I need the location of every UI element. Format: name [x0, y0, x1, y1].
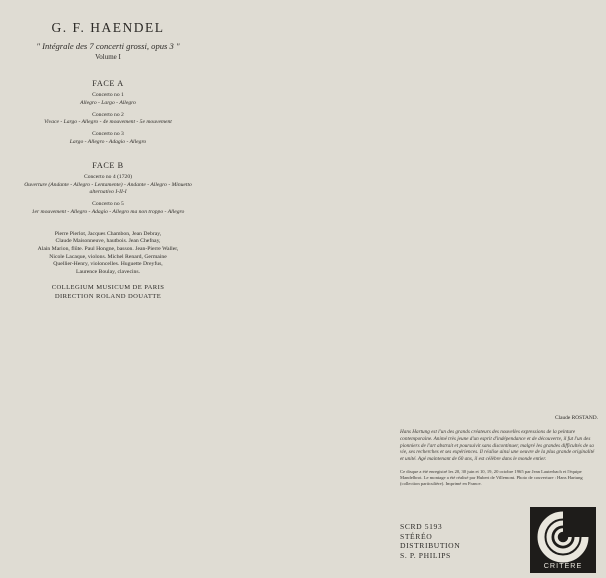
face-b-item-1-movements: Ouverture (Andante - Allegro - Lentamente) - Andante - Allegro - Minuetto alternativo I-II-I	[24, 181, 192, 196]
conductor-credit: DIRECTION ROLAND DOUATTE	[54, 292, 162, 300]
liner-paragraph	[12, 391, 204, 439]
liner-notes-col2	[216, 0, 391, 544]
liner-paragraph	[12, 444, 204, 499]
composer-name: G. F. HAENDEL	[51, 20, 165, 35]
artist-note: Hans Hartung est l'un des grands créateurs des nouvelles expressions de la peinture contemporaine. Animé très jeune d'un esprit d'indépendance et de découverte, il fut l'un des pionniers de l'art abstrait et poursuivit sans discontinuer, malgré les grandes difficultés de sa vie, ses recherches et ses expériences. Il réalise ainsi une oeuvre de la plus grande originalité et unité. Agé maintenant de 60 ans, il est célèbre dans le monde entier.	[400, 428, 595, 463]
face-a-heading: FACE A	[92, 79, 124, 88]
stereo-label: STÉRÉO	[400, 531, 433, 541]
liner-paragraph	[400, 43, 598, 119]
musicians-line: Nicole Lacaque, violons. Michel Renard, Germaine	[49, 253, 167, 260]
liner-paragraph	[12, 504, 204, 532]
musicians-line: Claude Maisonneuve, hautbois. Jean Chefnay,	[55, 238, 161, 245]
volume-label: Volume I	[95, 53, 121, 61]
liner-paragraph	[216, 498, 391, 539]
liner-paragraph	[400, 332, 598, 380]
face-a-item-3-name: Concerto no 3	[92, 131, 124, 138]
musicians-line: Pierre Pierlot, Jacques Chambon, Jean Debray,	[54, 230, 162, 237]
catalog-number: SCRD 5193	[400, 522, 443, 531]
liner-paragraph	[400, 4, 598, 38]
face-a-item-2-movements: Vivace - Largo - Allegro - 4e mouvement - 5e mouvement	[44, 119, 172, 126]
liner-paragraph	[216, 4, 391, 142]
author-signature: Claude ROSTAND.	[555, 414, 598, 421]
distributor-name: S. P. PHILIPS	[400, 550, 451, 560]
liner-paragraph	[400, 212, 598, 274]
liner-paragraph	[216, 424, 391, 493]
album-title: " Intégrale des 7 concerti grossi, opus 3 "	[36, 41, 180, 51]
liner-paragraph	[216, 248, 391, 338]
musicians-credits	[12, 231, 204, 277]
recording-info: Ce disque a été enregistré les 20, 30 juin et 10, 19, 20 octobre 1965 par Jean Lauterbach et l'équipe Mandelbrot. Le montage a été réalisé par Hubert de Villemont. Photo de couverture : Hans Hartung (collection particulière). Imprimé en France.	[400, 468, 583, 486]
liner-paragraph	[216, 147, 391, 243]
face-a-item-1-movements: Allegro - Largo - Allegro	[80, 99, 136, 106]
ensemble-name: COLLEGIUM MUSICUM DE PARIS	[51, 284, 165, 292]
tracklist-column	[12, 6, 204, 536]
face-a-item-3-movements: Largo - Allegro - Adagio - Allegro	[69, 138, 147, 145]
liner-paragraph	[400, 124, 598, 207]
musicians-line: Alain Marion, flûte. Paul Hongne, basson. Jean-Pierre Waller,	[37, 245, 179, 252]
critere-logo	[530, 507, 596, 573]
liner-text-block	[400, 4, 598, 413]
liner-paragraph	[400, 385, 598, 413]
liner-text-block	[216, 4, 391, 539]
liner-paragraph	[216, 343, 391, 419]
musicians-line: Laurence Boulay, clavecins.	[75, 268, 141, 275]
catalog-block	[400, 522, 460, 560]
face-a-item-2-name: Concerto no 2	[92, 111, 124, 118]
face-a-item-1-name: Concerto no 1	[92, 92, 124, 98]
logo-label: CRITÈRE	[543, 561, 583, 570]
liner-paragraph	[12, 324, 204, 386]
face-a-list	[12, 92, 204, 147]
liner-paragraph	[400, 279, 598, 327]
distribution-label: DISTRIBUTION	[400, 541, 461, 551]
liner-notes-col1	[12, 324, 204, 532]
face-b-item-2-movements: 1er mouvement - Allegro - Adagio - Allegro ma non troppo - Allegro	[31, 208, 185, 215]
liner-notes-col3	[400, 0, 598, 487]
face-b-item-1-name: Concerto no 4 (1720)	[83, 173, 132, 180]
ensemble-credit	[12, 284, 204, 301]
musicians-line: Quellier-Henry, violoncelles. Huguette Dreyfus,	[53, 261, 163, 268]
face-b-heading: FACE B	[92, 160, 124, 170]
face-b-item-2-name: Concerto no 5	[92, 201, 124, 208]
face-b-list	[12, 174, 204, 217]
